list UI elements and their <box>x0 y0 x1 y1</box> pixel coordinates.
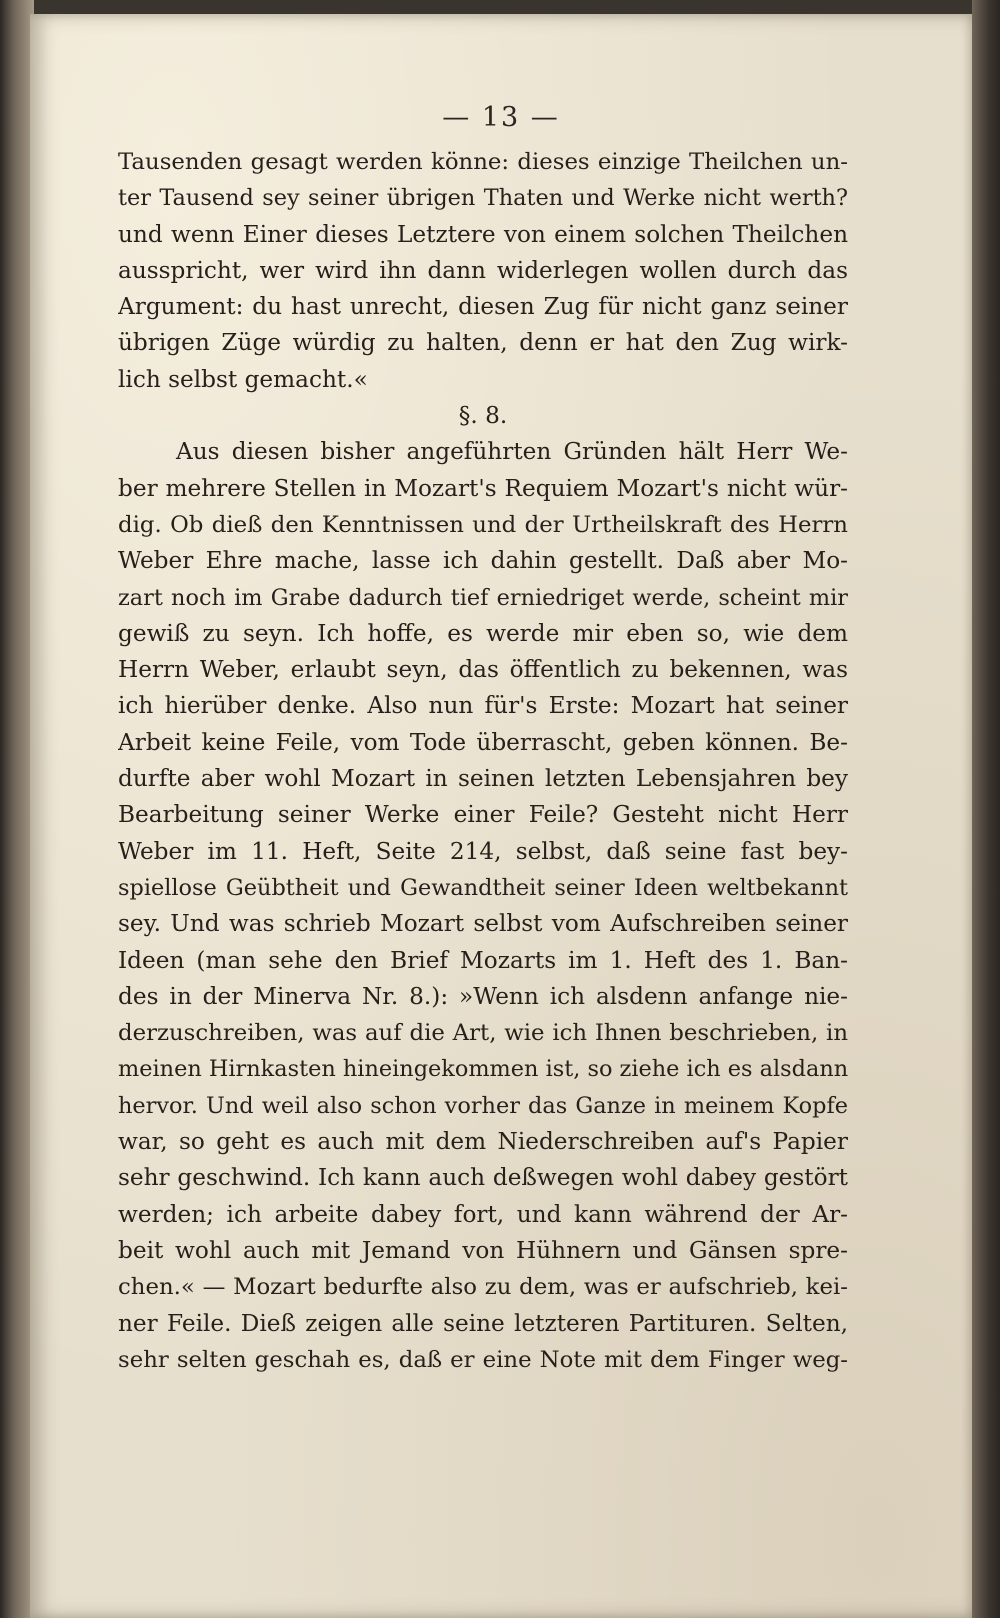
text-line: Tausenden gesagt werden könne: dieses einzige Theilchen un- <box>118 149 848 175</box>
text-line: ich hierüber denke. Also nun für's Erste: Mozart hat seiner <box>118 692 848 720</box>
text-line: Weber Ehre mache, lasse ich dahin gestellt. Daß aber Mo- <box>118 547 848 575</box>
text-line: gewiß zu seyn. Ich hoffe, es werde mir eben so, wie dem <box>118 619 848 647</box>
text-line: ber mehrere Stellen in Mozart's Requiem Mozart's nicht wür- <box>118 474 848 502</box>
right-page-edge <box>972 0 1000 1618</box>
text-line: Argument: du hast unrecht, diesen Zug für nicht ganz seiner <box>118 293 848 321</box>
left-page-edge <box>0 0 34 1618</box>
text-line: sey. Und was schrieb Mozart selbst vom Aufschreiben seiner <box>118 910 848 938</box>
text-line: hervor. Und weil also schon vorher das Ganze in meinem Kopfe <box>118 1092 848 1119</box>
text-line: ter Tausend sey seiner übrigen Thaten und Werke nicht werth? <box>118 185 848 212</box>
text-line: Ideen (man sehe den Brief Mozarts im 1. Heft des 1. Ban- <box>118 946 848 974</box>
text-line: durfte aber wohl Mozart in seinen letzten Lebensjahren bey <box>118 765 848 793</box>
text-line: Bearbeitung seiner Werke einer Feile? Gesteht nicht Herr <box>118 801 848 829</box>
text-line: Arbeit keine Feile, vom Tode überrascht, geben können. Be- <box>118 728 848 756</box>
text-line: spiellose Geübtheit und Gewandtheit seiner Ideen weltbekannt <box>118 874 848 901</box>
text-line: zart noch im Grabe dadurch tief erniedriget werde, scheint mir <box>118 584 848 611</box>
body-text <box>118 144 848 1378</box>
book-page <box>30 14 972 1618</box>
text-line: Aus diesen bisher angeführten Gründen hält Herr We- <box>176 438 848 466</box>
text-line: chen.« — Mozart bedurfte also zu dem, was er aufschrieb, kei- <box>118 1274 848 1301</box>
text-line: werden; ich arbeite dabey fort, und kann während der Ar- <box>118 1200 848 1228</box>
text-line: lich selbst gemacht.« <box>118 365 368 393</box>
text-line: des in der Minerva Nr. 8.): »Wenn ich alsdenn anfange nie- <box>118 982 848 1010</box>
text-line: ausspricht, wer wird ihn dann widerlegen wollen durch das <box>118 256 848 284</box>
text-line: übrigen Züge würdig zu halten, denn er hat den Zug wirk- <box>118 329 848 357</box>
text-line: Herrn Weber, erlaubt seyn, das öffentlich zu bekennen, was <box>118 656 848 684</box>
text-line: derzuschreiben, was auf die Art, wie ich Ihnen beschrieben, in <box>118 1020 848 1047</box>
text-line: ner Feile. Dieß zeigen alle seine letzteren Partituren. Selten, <box>118 1309 848 1337</box>
text-line: und wenn Einer dieses Letztere von einem solchen Theilchen <box>118 220 848 248</box>
text-line: war, so geht es auch mit dem Niederschreiben auf's Papier <box>118 1128 848 1156</box>
text-line: dig. Ob dieß den Kenntnissen und der Urtheilskraft des Herrn <box>118 511 848 538</box>
section-heading: §. 8. <box>458 402 508 430</box>
text-line: sehr selten geschah es, daß er eine Note mit dem Finger weg- <box>118 1346 848 1373</box>
text-line: meinen Hirnkasten hineingekommen ist, so ziehe ich es alsdann <box>118 1056 848 1083</box>
page-number: — 13 — <box>442 102 560 133</box>
text-line: Weber im 11. Heft, Seite 214, selbst, daß seine fast bey- <box>118 837 848 865</box>
text-line: beit wohl auch mit Jemand von Hühnern und Gänsen spre- <box>118 1236 848 1264</box>
text-line: sehr geschwind. Ich kann auch deßwegen wohl dabey gestört <box>118 1164 848 1192</box>
